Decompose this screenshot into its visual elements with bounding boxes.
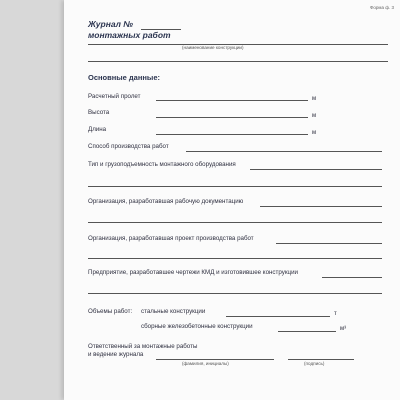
responsible-signature-line[interactable] [288, 359, 354, 360]
height-unit: м [312, 113, 317, 119]
ppr-org-input-line-2[interactable] [88, 258, 382, 259]
design-org-label: Организация, разработавшая рабочую документацию [88, 198, 244, 205]
kmd-org-input-line[interactable] [322, 277, 382, 278]
method-label: Способ производства работ [88, 143, 169, 150]
method-input-line[interactable] [186, 151, 382, 152]
responsible-label-1: Ответственный за монтажные работы [88, 343, 198, 350]
concrete-unit: м³ [340, 326, 347, 332]
steel-input-line[interactable] [226, 316, 330, 317]
concrete-input-line[interactable] [278, 331, 336, 332]
signature-hint: (подпись) [304, 361, 325, 366]
length-input-line[interactable] [156, 134, 308, 135]
height-input-line[interactable] [156, 117, 308, 118]
equipment-input-line-2[interactable] [88, 186, 382, 187]
facing-page-edge [0, 0, 62, 400]
ppr-org-input-line[interactable] [276, 243, 382, 244]
journal-title: Журнал № [88, 19, 134, 29]
steel-label: стальные конструкции [141, 308, 206, 315]
steel-unit: т [334, 311, 337, 317]
section-heading: Основные данные: [88, 73, 160, 82]
equipment-input-line[interactable] [250, 169, 382, 170]
design-org-input-line-2[interactable] [88, 222, 382, 223]
length-unit: м [312, 130, 317, 136]
concrete-label: сборные железобетонные конструкции [141, 323, 253, 330]
responsible-name-line[interactable] [156, 359, 274, 360]
volumes-label: Объемы работ: [88, 308, 133, 315]
construction-name-line-2[interactable] [88, 61, 388, 62]
journal-form-page [64, 0, 400, 400]
ppr-org-label: Организация, разработавшая проект производства работ [88, 235, 254, 242]
span-label: Расчетный пролет [88, 93, 141, 100]
form-id: Форма ф. 3 [370, 5, 394, 10]
equipment-label: Тип и грузоподъемность монтажного оборудования [88, 161, 236, 168]
length-label: Длина [88, 126, 107, 133]
height-label: Высота [88, 109, 110, 116]
kmd-org-label: Предприятие, разработавшее чертежи КМД и изготовившее конструкции [88, 269, 298, 276]
responsible-label-2: и ведение журнала [88, 351, 144, 358]
span-unit: м [312, 96, 317, 102]
design-org-input-line[interactable] [260, 206, 382, 207]
journal-subtitle: монтажных работ [88, 30, 171, 40]
construction-name-hint: (наименование конструкции) [182, 45, 244, 50]
kmd-org-input-line-2[interactable] [88, 293, 382, 294]
span-input-line[interactable] [156, 100, 308, 101]
name-hint: (фамилия, инициалы) [182, 361, 229, 366]
